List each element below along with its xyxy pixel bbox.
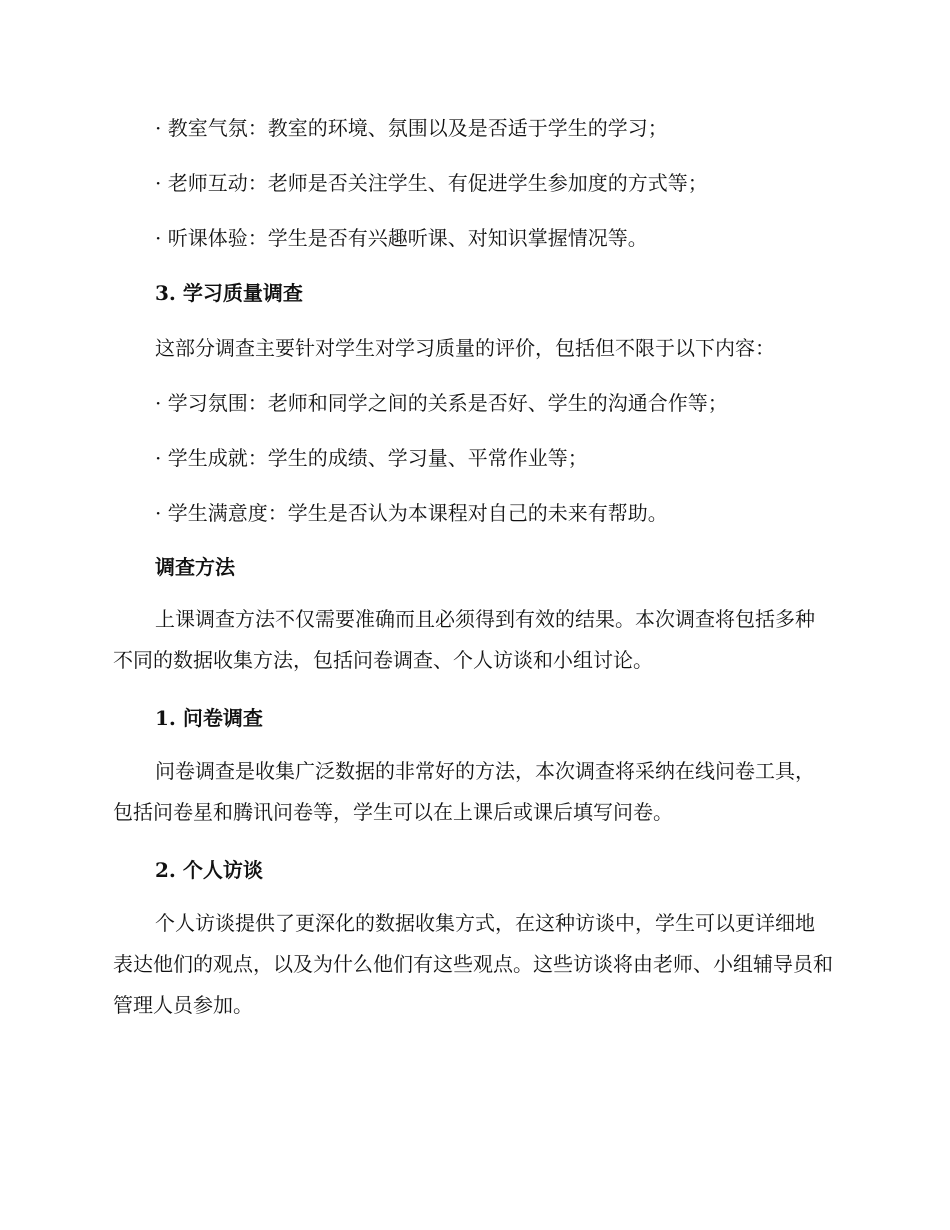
method1-paragraph: 问卷调查是收集广泛数据的非常好的方法，本次调查将采纳在线问卷工具，包括问卷星和腾讯问卷等，学生可以在上课后或课后填写问卷。 xyxy=(113,759,815,824)
method2-heading: 2. 个人访谈 xyxy=(155,858,263,882)
methods-heading: 调查方法 xyxy=(155,555,235,579)
bullet-listening-experience: · 听课体验：学生是否有兴趣听课、对知识掌握情况等。 xyxy=(155,226,648,250)
section3-heading: 3. 学习质量调查 xyxy=(155,281,303,305)
method1-heading: 1. 问卷调查 xyxy=(155,706,263,730)
bullet-learning-atmosphere: · 学习氛围：老师和同学之间的关系是否好、学生的沟通合作等； xyxy=(155,391,728,415)
bullet-student-achievement: · 学生成就：学生的成绩、学习量、平常作业等； xyxy=(155,446,588,470)
bullet-teacher-interaction: · 老师互动：老师是否关注学生、有促进学生参加度的方式等； xyxy=(155,171,708,195)
bullet-classroom-atmosphere: · 教室气氛：教室的环境、氛围以及是否适于学生的学习； xyxy=(155,116,668,140)
bullet-student-satisfaction: · 学生满意度：学生是否认为本课程对自己的未来有帮助。 xyxy=(155,501,668,525)
method2-paragraph: 个人访谈提供了更深化的数据收集方式，在这种访谈中，学生可以更详细地表达他们的观点，以及为什么他们有这些观点。这些访谈将由老师、小组辅导员和管理人员参加。 xyxy=(113,911,833,1017)
methods-paragraph: 上课调查方法不仅需要准确而且必须得到有效的结果。本次调查将包括多种不同的数据收集方法，包括问卷调查、个人访谈和小组讨论。 xyxy=(113,607,815,672)
section3-intro: 这部分调查主要针对学生对学习质量的评价，包括但不限于以下内容： xyxy=(155,336,775,360)
